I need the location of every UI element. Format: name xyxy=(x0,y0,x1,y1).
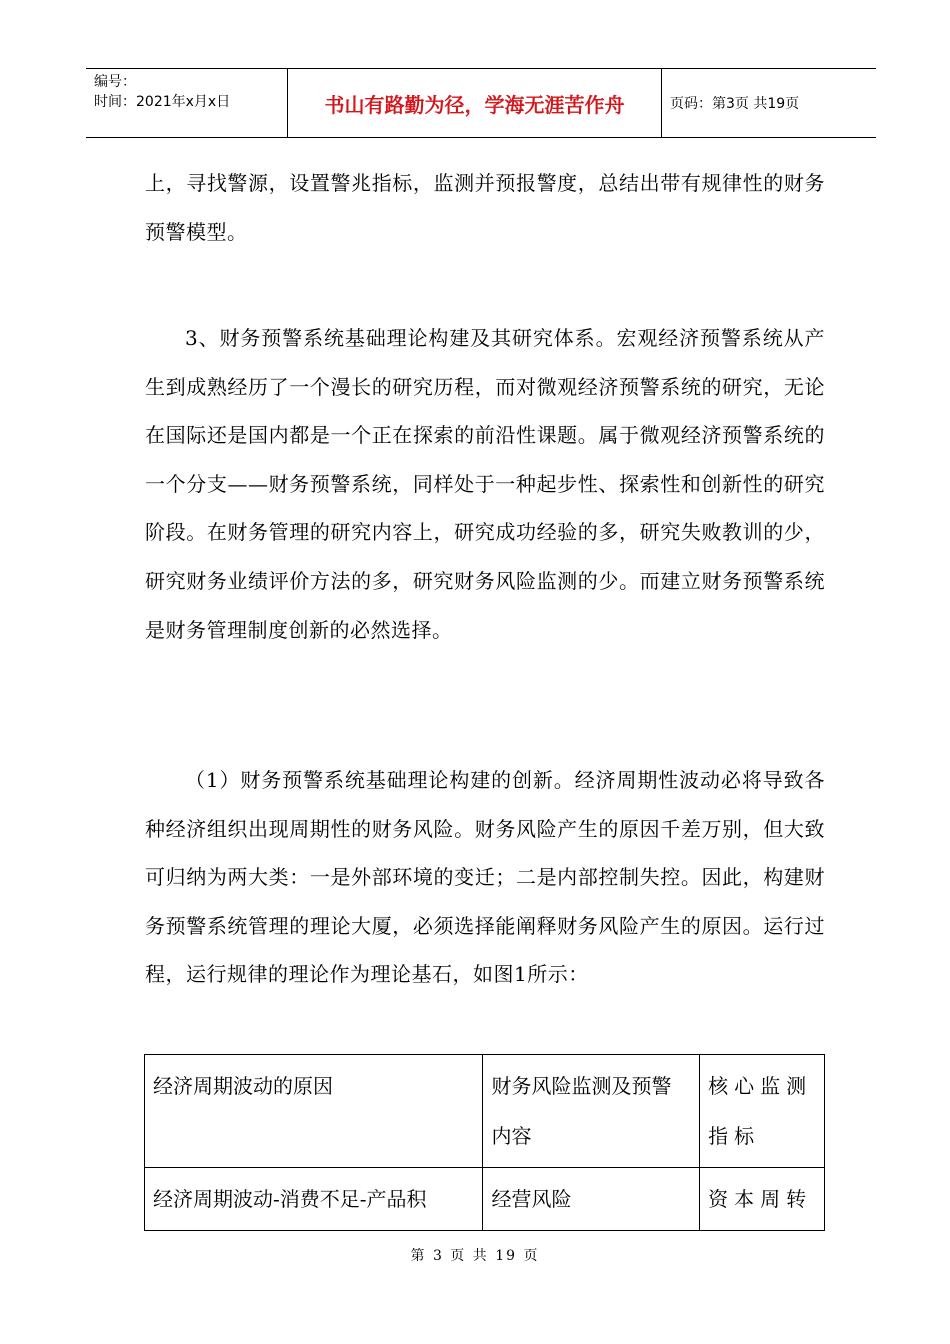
paragraph-1: 上，寻找警源，设置警兆指标，监测并预报警度，总结出带有规律性的财务预警模型。 xyxy=(145,171,825,244)
header-motto: 书山有路勤为径，学海无涯苦作舟 xyxy=(288,69,662,137)
paragraph-3: （1）财务预警系统基础理论构建的创新。经济周期性波动必将导致各种经济组织出现周期性的财务风险。财务风险产生的原因千差万别，但大致可归纳为两大类：一是外部环境的变迁；二是内部控制失控。因此，构建财务预警系统管理的理论大厦，必须选择能阐释财务风险产生的原因。运行过程，运行规律的理论作为理论基石，如图1所示： xyxy=(145,768,825,987)
document-time-label: 时间：2021年x月x日 xyxy=(94,94,231,110)
figure-1-table xyxy=(144,1054,825,1231)
page-header xyxy=(86,68,876,138)
table-header-cause: 经济周期波动的原因 xyxy=(145,1055,483,1168)
header-meta xyxy=(86,69,288,137)
table-cell-content: 经营风险 xyxy=(483,1168,700,1231)
table-cell-cause: 经济周期波动-消费不足-产品积 xyxy=(145,1168,483,1231)
table-header-indicator: 核心监测指标 xyxy=(700,1055,825,1168)
header-page-info: 页码：第3页 共19页 xyxy=(670,96,800,112)
table-header-content: 财务风险监测及预警内容 xyxy=(483,1055,700,1168)
table-header-row xyxy=(145,1055,825,1168)
document-number-label: 编号： xyxy=(94,74,136,90)
table-cell-indicator: 资本周转 xyxy=(700,1168,825,1231)
page-footer: 第 3 页 共 19 页 xyxy=(410,1248,540,1264)
table-row xyxy=(145,1168,825,1231)
paragraph-2: 3、财务预警系统基础理论构建及其研究体系。宏观经济预警系统从产生到成熟经历了一个漫长的研究历程，而对微观经济预警系统的研究，无论在国际还是国内都是一个正在探索的前沿性课题。属于微观经济预警系统的一个分支——财务预警系统，同样处于一种起步性、探索性和创新性的研究阶段。在财务管理的研究内容上，研究成功经验的多，研究失败教训的少，研究财务业绩评价方法的多，研究财务风险监测的少。而建立财务预警系统是财务管理制度创新的必然选择。 xyxy=(145,326,825,642)
